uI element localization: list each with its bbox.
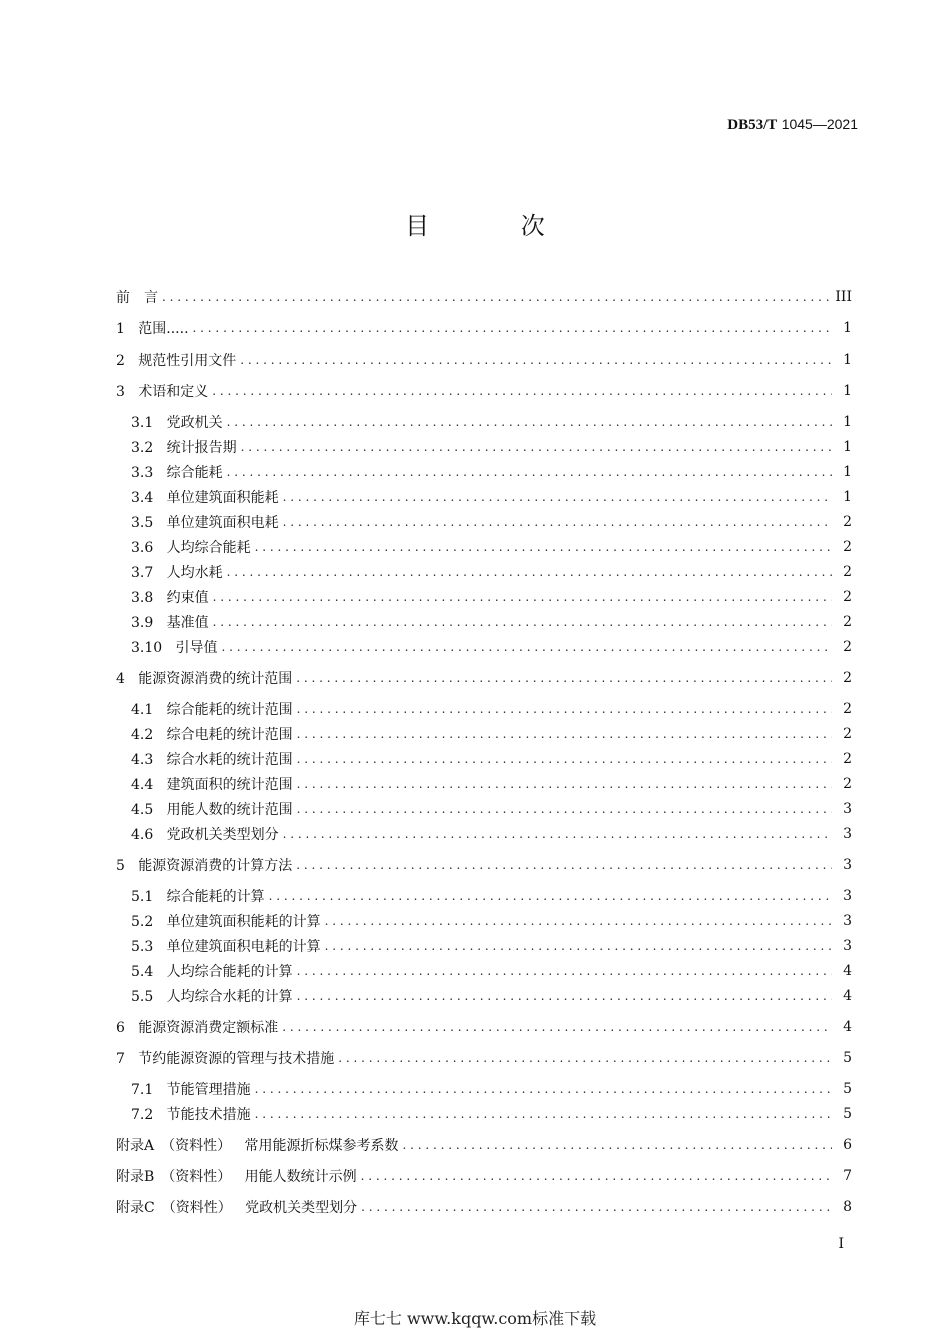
- toc-leader-dots: [283, 515, 832, 529]
- toc-entry-label: [131, 562, 223, 582]
- toc-entry-label: [116, 350, 236, 370]
- toc-entry-label: [131, 537, 251, 557]
- toc-entry[interactable]: [116, 1134, 852, 1156]
- toc-entry-page: 1: [843, 320, 852, 336]
- toc-entry[interactable]: [131, 1103, 852, 1125]
- toc-entry-number: 前 言: [116, 290, 158, 306]
- toc-entry-title: 人均综合能耗的计算: [166, 964, 293, 980]
- toc-entry-number: 4.3: [131, 752, 154, 768]
- toc-entry-title: 节能管理措施: [166, 1082, 251, 1098]
- toc-entry-number: 3: [116, 384, 125, 400]
- toc-entry-label: [131, 637, 218, 657]
- toc-leader-dots: [297, 727, 832, 741]
- toc-entry-label: [116, 1135, 398, 1155]
- toc-entry-label: [116, 381, 208, 401]
- toc-entry-label: [131, 724, 293, 744]
- toc-entry-page: 3: [843, 826, 852, 842]
- toc-entry-number: 附录B （资料性）: [116, 1169, 232, 1185]
- toc-entry[interactable]: [131, 773, 852, 795]
- toc-entry[interactable]: [131, 960, 852, 982]
- toc-entry-title: 综合水耗的统计范围: [166, 752, 293, 768]
- toc-entry-title: 综合能耗的计算: [166, 889, 265, 905]
- toc-entry-page: 2: [843, 701, 852, 717]
- toc-leader-dots: [193, 321, 832, 335]
- toc-leader-dots: [361, 1169, 832, 1183]
- toc-entry-page: 3: [843, 801, 852, 817]
- toc-entry-page: 2: [843, 564, 852, 580]
- toc-entry-label: [131, 699, 293, 719]
- toc-entry-title: 人均综合水耗的计算: [166, 989, 293, 1005]
- toc-entry[interactable]: [131, 935, 852, 957]
- toc-entry-label: [131, 911, 321, 931]
- toc-entry-page: 2: [843, 751, 852, 767]
- toc-entry-number: 3.4: [131, 490, 154, 506]
- toc-leader-dots: [361, 1200, 832, 1214]
- toc-entry-number: 4.6: [131, 827, 154, 843]
- toc-entry-title: 约束值: [166, 590, 209, 606]
- toc-leader-dots: [297, 752, 832, 766]
- toc-entry[interactable]: [131, 561, 852, 583]
- toc-entry-label: [131, 936, 321, 956]
- toc-entry[interactable]: [116, 317, 852, 339]
- toc-entry-page: 4: [843, 1019, 852, 1035]
- toc-entry-number: 4.4: [131, 777, 154, 793]
- toc-entry-number: 7.1: [131, 1082, 154, 1098]
- toc-entry[interactable]: [131, 798, 852, 820]
- toc-leader-dots: [240, 353, 832, 367]
- toc-leader-dots: [212, 384, 832, 398]
- toc-entry-title: 能源资源消费定额标准: [138, 1020, 279, 1036]
- toc-entry-page: 2: [843, 670, 852, 686]
- toc-entry-title: 统计报告期: [166, 440, 237, 456]
- toc-entry-number: 附录A （资料性）: [116, 1138, 232, 1154]
- toc-leader-dots: [297, 777, 832, 791]
- toc-leader-dots: [297, 989, 832, 1003]
- toc-entry-title: 范围.....: [138, 321, 189, 337]
- toc-entry-page: 1: [843, 489, 852, 505]
- toc-entry[interactable]: [131, 1078, 852, 1100]
- toc-entry-number: 4.1: [131, 702, 154, 718]
- toc-entry-label: [131, 612, 209, 632]
- toc-entry-label: [131, 462, 223, 482]
- toc-entry-title: 单位建筑面积能耗: [166, 490, 279, 506]
- toc-entry[interactable]: [131, 885, 852, 907]
- toc-entry-number: 3.6: [131, 540, 154, 556]
- toc-entry[interactable]: [131, 636, 852, 658]
- toc-entry-label: [116, 318, 189, 338]
- toc-entry-label: [131, 412, 223, 432]
- toc-leader-dots: [255, 540, 832, 554]
- toc-entry-page: 3: [843, 857, 852, 873]
- toc-entry-label: [131, 512, 279, 532]
- toc-entry-title: 党政机关类型划分: [166, 827, 279, 843]
- toc-entry-page: 2: [843, 726, 852, 742]
- toc-entry[interactable]: [116, 1047, 852, 1069]
- toc-entry-title: 党政机关类型划分: [245, 1200, 358, 1216]
- toc-entry-title: 常用能源折标煤参考系数: [244, 1138, 399, 1154]
- toc-entry-label: [131, 824, 279, 844]
- toc-entry-label: [131, 799, 293, 819]
- toc-leader-dots: [282, 1020, 832, 1034]
- toc-entry-label: [131, 1079, 251, 1099]
- toc-entry-title: 规范性引用文件: [138, 353, 237, 369]
- toc-leader-dots: [213, 590, 832, 604]
- toc-leader-dots: [227, 565, 832, 579]
- toc-entry[interactable]: [131, 748, 852, 770]
- standard-prefix: DB53/T: [727, 117, 778, 133]
- toc-entry[interactable]: [116, 286, 852, 308]
- toc-entry-title: 节能技术措施: [166, 1107, 251, 1123]
- toc-entry-page: 5: [843, 1081, 852, 1097]
- toc-leader-dots: [296, 858, 832, 872]
- toc-entry-label: [116, 1048, 334, 1068]
- toc-entry-number: 5.4: [131, 964, 154, 980]
- toc-entry-label: [116, 855, 292, 875]
- toc-leader-dots: [338, 1051, 832, 1065]
- toc-entry-number: 1: [116, 321, 125, 337]
- toc-entry-page: 4: [843, 988, 852, 1004]
- toc-entry-page: 1: [843, 414, 852, 430]
- toc-entry-label: [116, 1166, 357, 1186]
- page-number: I: [838, 1236, 844, 1252]
- toc-entry-title: 用能人数的统计范围: [166, 802, 293, 818]
- toc-entry-number: 3.2: [131, 440, 154, 456]
- toc-entry-number: 6: [116, 1020, 125, 1036]
- toc-entry-number: 4.2: [131, 727, 154, 743]
- toc-entry-page: 2: [843, 639, 852, 655]
- toc-entry-number: 3.8: [131, 590, 154, 606]
- toc-entry-title: 基准值: [166, 615, 209, 631]
- toc-entry-page: 1: [843, 383, 852, 399]
- toc-entry-page: III: [835, 289, 852, 305]
- toc-entry-title: 用能人数统计示例: [244, 1169, 357, 1185]
- toc-entry[interactable]: [131, 985, 852, 1007]
- toc-entry-label: [131, 587, 209, 607]
- toc-entry-page: 6: [843, 1137, 852, 1153]
- standard-number: 1045—2021: [781, 116, 858, 132]
- toc-entry-page: 3: [843, 888, 852, 904]
- toc-entry-label: [131, 961, 293, 981]
- toc-leader-dots: [283, 490, 832, 504]
- toc-entry-title: 节约能源资源的管理与技术措施: [138, 1051, 335, 1067]
- toc-entry-title: 能源资源消费的计算方法: [138, 858, 293, 874]
- toc-leader-dots: [227, 415, 832, 429]
- toc-entry-page: 8: [843, 1199, 852, 1215]
- page-title: 目 次: [405, 212, 587, 240]
- toc-leader-dots: [241, 440, 832, 454]
- toc-entry-page: 5: [843, 1050, 852, 1066]
- toc-entry-label: [116, 668, 292, 688]
- toc-entry[interactable]: [131, 486, 852, 508]
- toc-entry-label: [116, 1017, 278, 1037]
- toc-entry-title: 能源资源消费的统计范围: [138, 671, 293, 687]
- toc-entry-number: 7.2: [131, 1107, 154, 1123]
- toc-entry[interactable]: [116, 1016, 852, 1038]
- toc-entry-page: 2: [843, 539, 852, 555]
- toc-entry[interactable]: [131, 698, 852, 720]
- toc-entry[interactable]: [131, 586, 852, 608]
- toc-entry-number: 4.5: [131, 802, 154, 818]
- toc-entry-title: 人均水耗: [166, 565, 223, 581]
- toc-entry-title: 单位建筑面积电耗的计算: [166, 939, 321, 955]
- toc-leader-dots: [297, 702, 832, 716]
- toc-entry-title: 单位建筑面积电耗: [166, 515, 279, 531]
- toc-entry-title: 建筑面积的统计范围: [166, 777, 293, 793]
- toc-entry-page: 2: [843, 776, 852, 792]
- standard-code: [727, 116, 858, 134]
- toc-entry-title: 术语和定义: [138, 384, 209, 400]
- toc-leader-dots: [269, 889, 832, 903]
- toc-leader-dots: [325, 939, 832, 953]
- toc-entry-page: 3: [843, 938, 852, 954]
- toc-leader-dots: [162, 290, 829, 304]
- watermark-text: 库七七 www.kqqw.com标准下载: [353, 1309, 597, 1328]
- toc-entry-number: 5.5: [131, 989, 154, 1005]
- toc-entry-title: 综合能耗的统计范围: [166, 702, 293, 718]
- toc-entry-page: 4: [843, 963, 852, 979]
- toc-entry[interactable]: [116, 1196, 852, 1218]
- toc-entry-number: 3.9: [131, 615, 154, 631]
- toc-entry-page: 7: [843, 1168, 852, 1184]
- toc-entry-label: [131, 986, 293, 1006]
- toc-entry-number: 5.3: [131, 939, 154, 955]
- toc-entry-page: 3: [843, 913, 852, 929]
- toc-leader-dots: [297, 964, 832, 978]
- toc-entry[interactable]: [131, 461, 852, 483]
- toc-entry-label: [131, 437, 237, 457]
- toc-entry[interactable]: [131, 436, 852, 458]
- toc-entry[interactable]: [116, 854, 852, 876]
- toc-entry-page: 1: [843, 352, 852, 368]
- toc-leader-dots: [222, 640, 832, 654]
- toc-entry[interactable]: [131, 411, 852, 433]
- toc-entry-label: [131, 1104, 251, 1124]
- toc-leader-dots: [325, 914, 832, 928]
- toc-entry-page: 2: [843, 614, 852, 630]
- toc-entry-number: 7: [116, 1051, 125, 1067]
- toc-entry-number: 3.10: [131, 640, 163, 656]
- toc-leader-dots: [213, 615, 832, 629]
- toc-leader-dots: [227, 465, 832, 479]
- toc-entry[interactable]: [116, 1165, 852, 1187]
- toc-leader-dots: [402, 1138, 832, 1152]
- toc-entry-label: [116, 287, 158, 307]
- toc-leader-dots: [297, 802, 832, 816]
- toc-entry[interactable]: [131, 511, 852, 533]
- toc-leader-dots: [283, 827, 832, 841]
- toc-entry-title: 单位建筑面积能耗的计算: [166, 914, 321, 930]
- toc-entry-label: [131, 487, 279, 507]
- toc-entry-number: 3.1: [131, 415, 154, 431]
- toc-entry-number: 3.3: [131, 465, 154, 481]
- toc-entry[interactable]: [116, 349, 852, 371]
- toc-entry-number: 3.5: [131, 515, 154, 531]
- toc-entry[interactable]: [131, 536, 852, 558]
- toc-entry-title: 人均综合能耗: [166, 540, 251, 556]
- toc-entry-label: [116, 1197, 357, 1217]
- toc-entry-label: [131, 774, 293, 794]
- toc-entry[interactable]: [131, 611, 852, 633]
- toc-entry-number: 4: [116, 671, 125, 687]
- toc-entry[interactable]: [116, 380, 852, 402]
- toc-entry[interactable]: [131, 910, 852, 932]
- toc-entry[interactable]: [116, 667, 852, 689]
- toc-entry[interactable]: [131, 823, 852, 845]
- toc-entry-title: 党政机关: [166, 415, 223, 431]
- toc-entry[interactable]: [131, 723, 852, 745]
- toc-leader-dots: [255, 1107, 832, 1121]
- toc-entry-title: 引导值: [175, 640, 218, 656]
- toc-leader-dots: [296, 671, 832, 685]
- toc-entry-number: 5.1: [131, 889, 154, 905]
- toc-entry-number: 3.7: [131, 565, 154, 581]
- toc-entry-label: [131, 886, 265, 906]
- toc-entry-title: 综合能耗: [166, 465, 223, 481]
- toc-leader-dots: [255, 1082, 832, 1096]
- toc-entry-page: 1: [843, 439, 852, 455]
- toc-entry-page: 2: [843, 589, 852, 605]
- toc-entry-number: 附录C （资料性）: [116, 1200, 232, 1216]
- toc-entry-page: 5: [843, 1106, 852, 1122]
- toc-entry-number: 5: [116, 858, 125, 874]
- toc-entry-label: [131, 749, 293, 769]
- toc-entry-title: 综合电耗的统计范围: [166, 727, 293, 743]
- toc-entry-number: 2: [116, 353, 125, 369]
- toc-entry-number: 5.2: [131, 914, 154, 930]
- toc-entry-page: 2: [843, 514, 852, 530]
- toc-entry-page: 1: [843, 464, 852, 480]
